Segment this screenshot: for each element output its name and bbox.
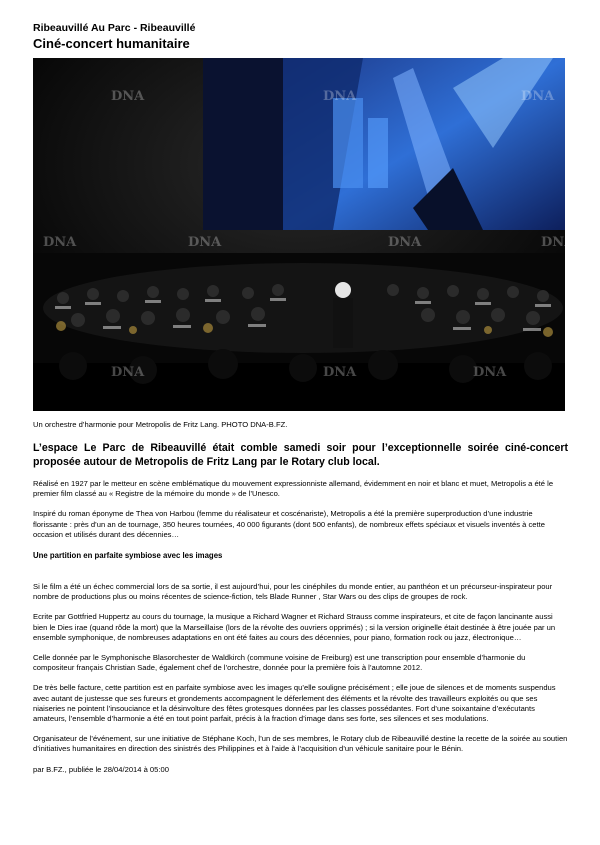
conductor-figure <box>333 282 353 348</box>
watermark: DNA <box>43 235 77 250</box>
watermark: DNA <box>388 235 422 250</box>
article-paragraph: Si le film a été un échec commercial lors de sa sortie, il est aujourd’hui, pour les cinéphiles du monde entier, au panthéon et un précurseur-inspirateur pour nombre de productions plus ou moins récentes de science-fiction, tels Blade Runner , Star Wars ou des clips de groupes de rock. <box>33 582 553 602</box>
watermark: DNA <box>323 89 357 104</box>
article <box>33 22 575 775</box>
article-paragraph: Inspiré du roman éponyme de Thea von Harbou (femme du réalisateur et coscénariste), Metropolis a été la première superproduction d’une industrie florissante : près d’un an de tournage, 350 heures tournées, 40 000 figurants (dont 500 enfants), de nombreux effets spéciaux et visuels inventés à cette occasion et utilisés durant des décennies… <box>33 509 545 539</box>
watermark: DNA <box>111 365 145 380</box>
watermark: DNA <box>111 89 145 104</box>
article-title: Ciné-concert humanitaire <box>33 36 190 51</box>
article-paragraph: Celle donnée par le Symphonische Blasorchester de Waldkirch (commune voisine de Freiburg) est une transcription pour ensemble d’harmonie du compositeur français Christian Sade, également chef de l’orchestre, donnée pour la première fois à l’automne 2012. <box>33 653 526 673</box>
watermark: DNA <box>188 235 222 250</box>
article-byline: par B.FZ., publiée le 28/04/2014 à 05:00 <box>33 764 169 774</box>
article-lead: L’espace Le Parc de Ribeauvillé était comble samedi soir pour l’exceptionnelle soirée ciné-concert proposée autour de Metropolis de Fritz Lang par le Rotary club local. <box>33 442 568 468</box>
photo-caption: Un orchestre d’harmonie pour Metropolis de Fritz Lang. PHOTO DNA-B.FZ. <box>33 420 288 429</box>
watermark: DNA <box>521 89 555 104</box>
article-subheading: Une partition en parfaite symbiose avec les images <box>33 551 223 561</box>
article-paragraph: Organisateur de l’événement, sur une initiative de Stéphane Koch, l’un de ses membres, le Rotary club de Ribeauvillé destine la recette de la soirée au soutien d’initiatives humanitaires en direction des sinistrés des Philippines et à l’aide à l’acquisition d’un véhicule sanitaire pour le Bénin. <box>33 734 568 754</box>
concert-photo-illustration <box>33 58 575 411</box>
watermark: DNA <box>473 365 507 380</box>
article-paragraph: Ecrite par Gottfried Huppertz au cours du tournage, la musique a Richard Wagner et Richard Strauss comme inspirateurs, et cite de façon lancinante aussi bien le Dies irae (quand rôde la mort) que la Marseillaise (lors de la révolte des ouvriers opprimés) ; si la version originelle était destinée à être jouée par un ensemble symphonique, de nombreuses adaptations en ont été faites au cours des décennies, pour piano, formation rock ou jazz, électronique… <box>33 612 556 642</box>
article-paragraph: De très belle facture, cette partition est en parfaite symbiose avec les images qu’elle souligne précisément ; elle joue de silences et de moments suspendus avec autant de justesse que ses fureurs et grondements accompagnent le déferlement des éléments et la révolte des travailleurs exploités ou que ses niaiseries ne pointent l’insouciance et la désinvolture des fêtes grotesques données par les classes possédantes. Fort d’une soixantaine d’exécutants amateurs, l’ensemble d’harmonie a été en tout point parfait, précis à la fraction d’image dans ses forte, ses silences et ses modulations. <box>33 683 556 724</box>
article-photo <box>33 58 575 411</box>
watermark: DNA <box>323 365 357 380</box>
article-paragraph: Réalisé en 1927 par le metteur en scène emblématique du mouvement expressionniste allemand, évidemment en noir et blanc et muet, Metropolis a été le premier film classé au « Registre de la mémoire du monde » de l’Unesco. <box>33 479 554 499</box>
article-kicker: Ribeauvillé Au Parc - Ribeauvillé <box>33 22 196 34</box>
watermark: DNA <box>541 235 575 250</box>
